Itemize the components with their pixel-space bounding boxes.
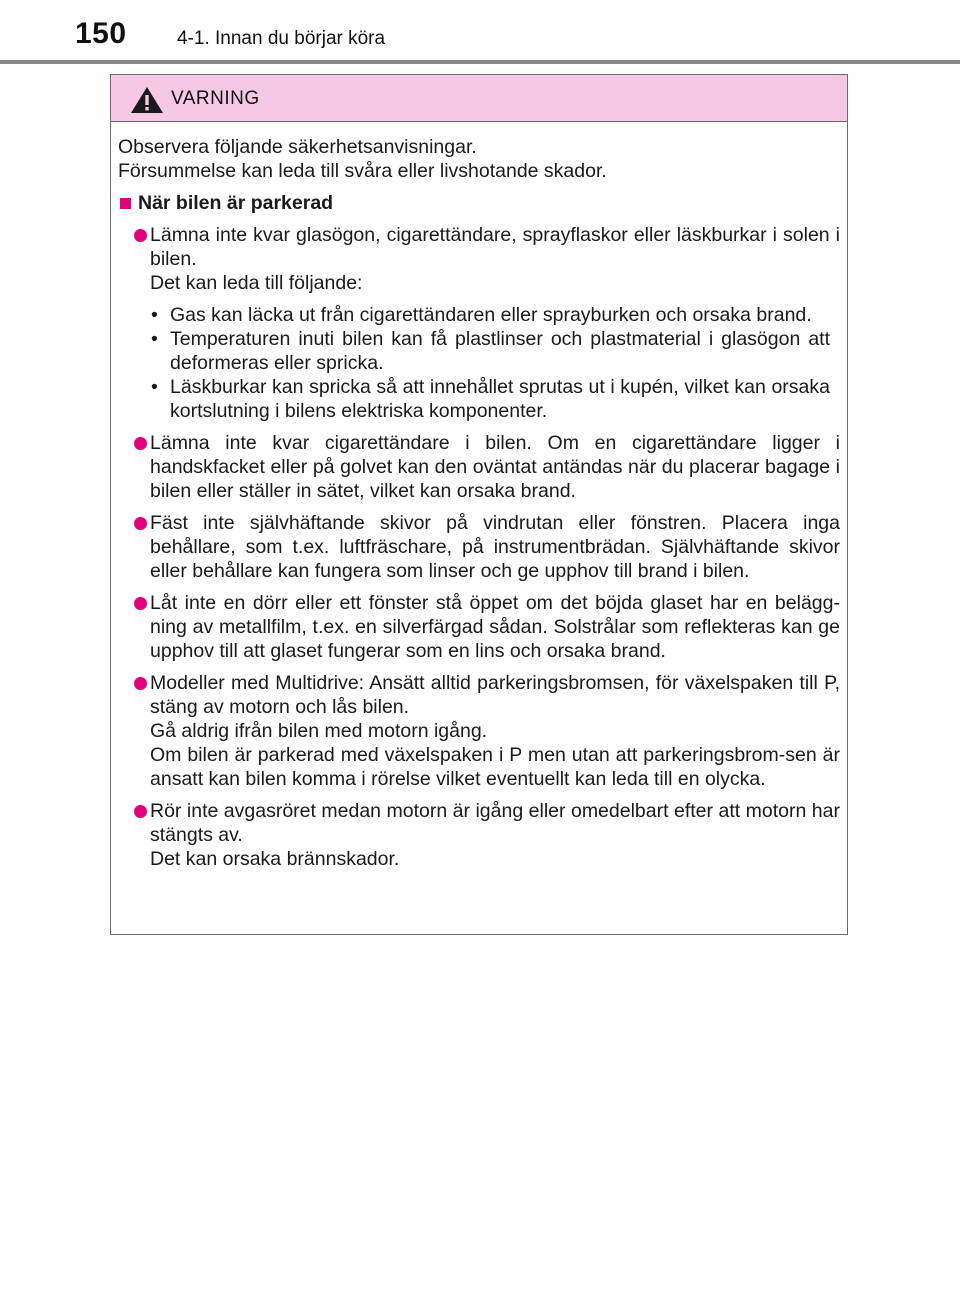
page-header [0,0,960,64]
round-bullet-icon [134,229,147,242]
header-divider [0,60,960,64]
warning-item [118,431,840,503]
item-text: Gå aldrig ifrån bilen med motorn igång. [150,720,488,742]
round-bullet-icon [134,597,147,610]
warning-item [118,511,840,583]
round-bullet-icon [134,677,147,690]
sub-item-text: Temperaturen inuti bilen kan få plastlinser och plastmaterial i glasögon att deformeras eller spricka. [170,328,830,374]
section-title: 4-1. Innan du börjar köra [177,28,386,49]
dot-bullet-icon: • [151,328,158,350]
warning-header [111,75,847,122]
sub-list-item [150,303,830,327]
item-text: Modeller med Multidrive: Ansätt alltid parkeringsbromsen, för växelspaken till P, stäng av motorn och lås bilen. [150,672,840,718]
intro-line: Observera följande säkerhetsanvisningar. [118,136,477,158]
warning-label: VARNING [171,88,260,109]
sub-list [150,303,830,423]
warning-item [118,223,840,423]
square-bullet-icon [120,198,131,209]
round-bullet-icon [134,517,147,530]
item-text: Lämna inte kvar glasögon, cigarettändare, sprayflaskor eller läskburkar i solen i bilen. [150,224,840,270]
dot-bullet-icon: • [151,376,158,398]
subheading-parked [118,191,840,215]
round-bullet-icon [134,437,147,450]
intro-line: Försummelse kan leda till svåra eller livshotande skador. [118,160,607,182]
warning-body [118,135,840,871]
sub-list-item [150,375,830,423]
warning-item [118,671,840,791]
subheading-text: När bilen är parkerad [138,192,334,214]
round-bullet-icon [134,805,147,818]
warning-item [118,799,840,871]
item-text: Lämna inte kvar cigarettändare i bilen. Om en cigarettändare ligger i handskfacket eller på golvet kan den oväntat antändas när du placerar bagage i bilen eller ställer in sätet, vilket kan orsaka brand. [150,432,840,502]
sub-item-text: Läskburkar kan spricka så att innehållet sprutas ut i kupén, vilket kan orsaka kortslutning i bilens elektriska komponenter. [170,376,830,422]
warning-triangle-icon [130,86,164,114]
item-text: Rör inte avgasröret medan motorn är igång eller omedelbart efter att motorn har stängts av. [150,800,840,846]
item-text: Fäst inte självhäftande skivor på vindrutan eller fönstren. Placera inga behållare, som t.ex. luftfräschare, på instrumentbrädan. Självhäftande skivor eller behållare kan fungera som linser och ge upphov till brand i bilen. [150,512,840,582]
warning-intro [118,135,840,183]
item-text: Om bilen är parkerad med växelspaken i P men utan att parkeringsbrom-sen är ansatt kan bilen komma i rörelse vilket eventuellt kan leda till en olycka. [150,744,840,790]
page-number: 150 [75,17,127,50]
dot-bullet-icon: • [151,304,158,326]
warning-item [118,591,840,663]
item-text: Låt inte en dörr eller ett fönster stå öppet om det böjda glaset har en belägg-ning av metallfilm, t.ex. en silverfärgad sådan. Solstrålar som reflekteras kan ge upphov till att glaset fungerar som en lins och orsaka brand. [150,592,840,662]
sub-list-item [150,327,830,375]
warning-box [110,74,848,935]
item-text: Det kan orsaka brännskador. [150,848,400,870]
sub-item-text: Gas kan läcka ut från cigarettändaren eller sprayburken och orsaka brand. [170,304,812,326]
item-text: Det kan leda till följande: [150,272,363,294]
